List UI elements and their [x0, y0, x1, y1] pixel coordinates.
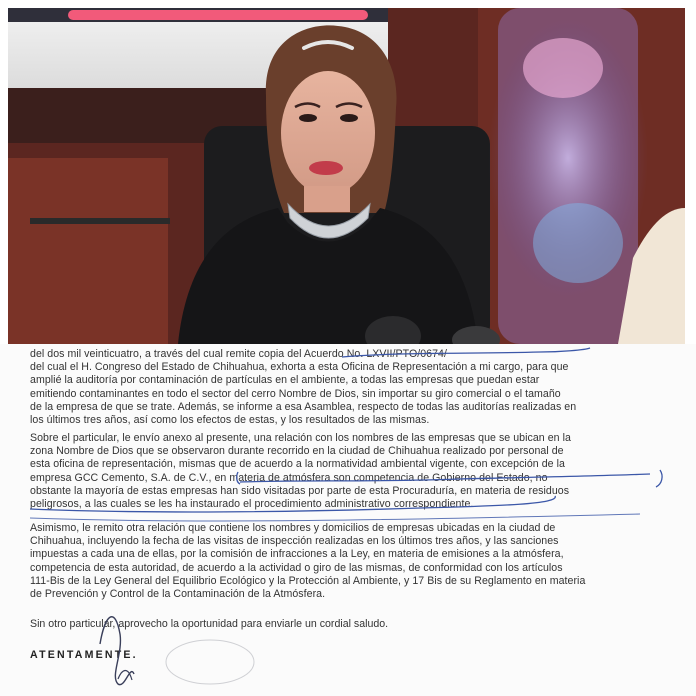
text-line: Sobre el particular, le envío anexo al presente, una relación con los nombres de las empresas que se ubican en la [30, 432, 571, 444]
scanned-letter [0, 344, 696, 696]
text-line: los últimos tres años, así como los efectos de estas, y los resultados de las mismas. [30, 414, 430, 427]
photo-illustration [8, 8, 685, 344]
text-line: peligrosos, a las cuales se les ha instaurado el procedimiento administrativo correspondiente. [30, 498, 474, 511]
faint-stamp [166, 640, 254, 684]
press-photo [8, 8, 685, 344]
text-line: Chihuahua, incluyendo la fecha de las visitas de inspección realizadas en los últimos tres años, y las sanciones [30, 535, 559, 548]
speaker-face [281, 71, 375, 195]
text-line: Asimismo, le remito otra relación que contiene los nombres y domicilios de empresas ubicadas en la ciudad de [30, 522, 556, 534]
paragraph-1 [30, 348, 664, 427]
text-line: de Prevención y Control de la Contaminación de la Atmósfera. [30, 588, 326, 601]
signature-label: ATENTAMENTE. [30, 649, 138, 661]
text-line: emitiendo contaminantes en todo el sector del cerro Nombre de Dios, sin importar su giro comercial o el tamaño [30, 387, 561, 400]
text-line: esta oficina de representación, mismas que de acuerdo a la normatividad ambiental vigente, con excepción de la [30, 458, 565, 471]
text-line: 111-Bis de la Ley General del Equilibrio Ecológico y la Protección al Ambiente, y 17 Bis de su Reglamento en materia [30, 574, 586, 587]
closing-line: Sin otro particular, aprovecho la oportunidad para enviarle un cordial saludo. [30, 618, 389, 630]
text-line: impuestas a cada una de ellas, por la comisión de infracciones a la Ley, en materia de emisiones a la atmósfera, [30, 548, 564, 561]
text-line: del cual el H. Congreso del Estado de Chihuahua, exhorta a esta Oficina de Representación a mi cargo, para que [30, 361, 569, 374]
text-line: zona Nombre de Dios que se observaron durante recorrido en la ciudad de Chihuahua realizado por personal de [30, 445, 564, 458]
text-line: del dos mil veinticuatro, a través del cual remite copia del Acuerdo No. LXVII/PTO/0674/ [30, 348, 447, 360]
text-line: competencia de esta autoridad, de acuerdo a la actividad o giro de las mismas, de conformidad con los artículos [30, 561, 563, 574]
paragraph-2 [30, 432, 664, 511]
text-line: empresa GCC Cemento, S.A. de C.V., en materia de atmósfera son competencia de Gobierno del Estado, no [30, 471, 548, 484]
text-line: amplié la auditoría por contaminación de partículas en el ambiente, a todas las empresas que puedan estar [30, 374, 540, 387]
paragraph-3 [30, 522, 664, 601]
text-line: obstante la mayoría de estas empresas han sido visitadas por parte de esta Procuraduría, en materia de residuos [30, 484, 570, 497]
text-line: de la empresa de que se trate. Además, se informe a esa Asamblea, respecto de todas las auditorías realizadas en [30, 400, 577, 413]
